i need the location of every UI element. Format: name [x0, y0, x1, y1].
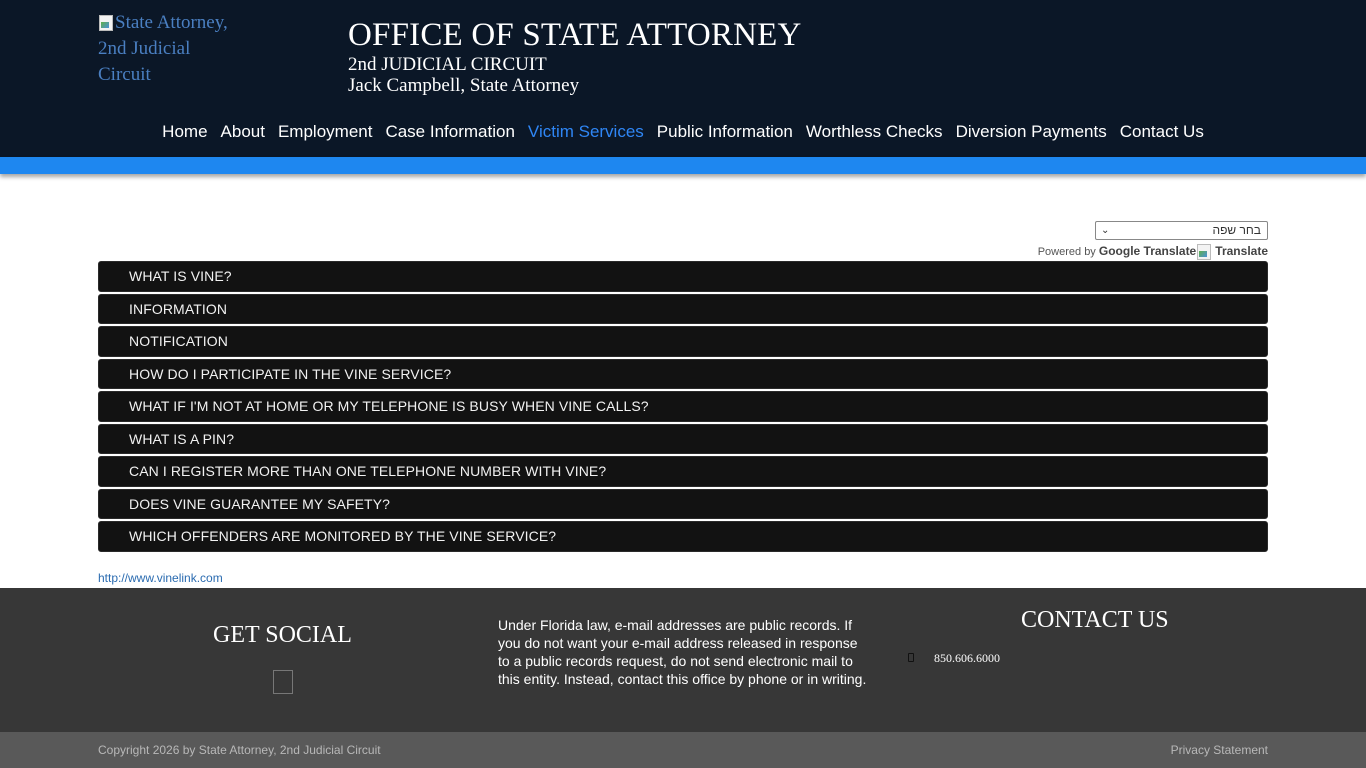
- phone-number[interactable]: 850.606.6000: [934, 651, 1000, 665]
- chevron-down-icon: ⌄: [1101, 225, 1110, 236]
- subtitle-attorney: Jack Campbell, State Attorney: [348, 75, 580, 96]
- privacy-statement-link[interactable]: Privacy Statement: [1170, 743, 1268, 757]
- contact-us-heading: CONTACT US: [1021, 607, 1169, 633]
- accordion-item-which-offenders[interactable]: WHICH OFFENDERS ARE MONITORED BY THE VINE SERVICE?: [98, 521, 1268, 552]
- nav-home[interactable]: Home: [162, 122, 208, 141]
- site-header: [0, 0, 1366, 157]
- accordion-item-what-is-vine[interactable]: WHAT IS VINE?: [98, 261, 1268, 292]
- nav-worthless-checks[interactable]: Worthless Checks: [805, 122, 943, 141]
- nav-public-information[interactable]: Public Information: [656, 122, 793, 141]
- broken-image-icon: [98, 14, 114, 30]
- accordion-item-how-participate[interactable]: HOW DO I PARTICIPATE IN THE VINE SERVICE?: [98, 359, 1268, 390]
- phone-icon: [908, 653, 914, 662]
- site-title: OFFICE OF STATE ATTORNEY: [348, 17, 802, 53]
- accordion-item-not-at-home[interactable]: WHAT IF I'M NOT AT HOME OR MY TELEPHONE IS BUSY WHEN VINE CALLS?: [98, 391, 1268, 422]
- nav-employment[interactable]: Employment: [277, 122, 373, 141]
- powered-by-text: Powered by: [1037, 246, 1096, 258]
- translate-label: Translate: [1215, 244, 1268, 258]
- nav-about[interactable]: About: [220, 122, 265, 141]
- email-disclaimer: Under Florida law, e-mail addresses are public records. If you do not want your e-mail address released in response to a public records request, do not send electronic mail to this entity. Instead, contact this office by phone or in writing.: [498, 617, 867, 687]
- google-translate-icon: [1196, 243, 1212, 259]
- accordion-item-register-multiple[interactable]: CAN I REGISTER MORE THAN ONE TELEPHONE NUMBER WITH VINE?: [98, 456, 1268, 487]
- nav-victim-services[interactable]: Victim Services: [527, 122, 644, 141]
- logo-link[interactable]: [98, 10, 238, 88]
- vinelink-link[interactable]: http://www.vinelink.com: [98, 571, 223, 585]
- site-subtitle: [348, 54, 579, 96]
- subtitle-circuit: 2nd JUDICIAL CIRCUIT: [348, 54, 547, 75]
- main-nav: [0, 118, 1366, 146]
- copyright-text: Copyright 2026 by State Attorney, 2nd Judicial Circuit: [98, 743, 381, 757]
- language-select-value: בחר שפה: [1212, 223, 1261, 237]
- accent-bar: [0, 157, 1366, 174]
- site-footer: [0, 588, 1366, 732]
- logo-alt-text: State Attorney, 2nd Judicial Circuit: [98, 12, 228, 85]
- nav-case-information[interactable]: Case Information: [385, 122, 515, 141]
- nav-contact-us[interactable]: Contact Us: [1119, 122, 1204, 141]
- get-social-heading: GET SOCIAL: [213, 622, 352, 648]
- accordion-item-guarantee-safety[interactable]: DOES VINE GUARANTEE MY SAFETY?: [98, 489, 1268, 520]
- accordion-item-notification[interactable]: NOTIFICATION: [98, 326, 1268, 357]
- nav-diversion-payments[interactable]: Diversion Payments: [955, 122, 1107, 141]
- vine-faq-accordion: [98, 261, 1268, 554]
- google-translate-link[interactable]: Google Translate: [1098, 244, 1197, 258]
- accordion-item-what-is-pin[interactable]: WHAT IS A PIN?: [98, 424, 1268, 455]
- language-select[interactable]: [1095, 221, 1268, 240]
- accordion-item-information[interactable]: INFORMATION: [98, 294, 1268, 325]
- social-media-icon[interactable]: [273, 670, 293, 694]
- copyright-bar: [0, 732, 1366, 768]
- google-translate-attribution: [1038, 243, 1268, 260]
